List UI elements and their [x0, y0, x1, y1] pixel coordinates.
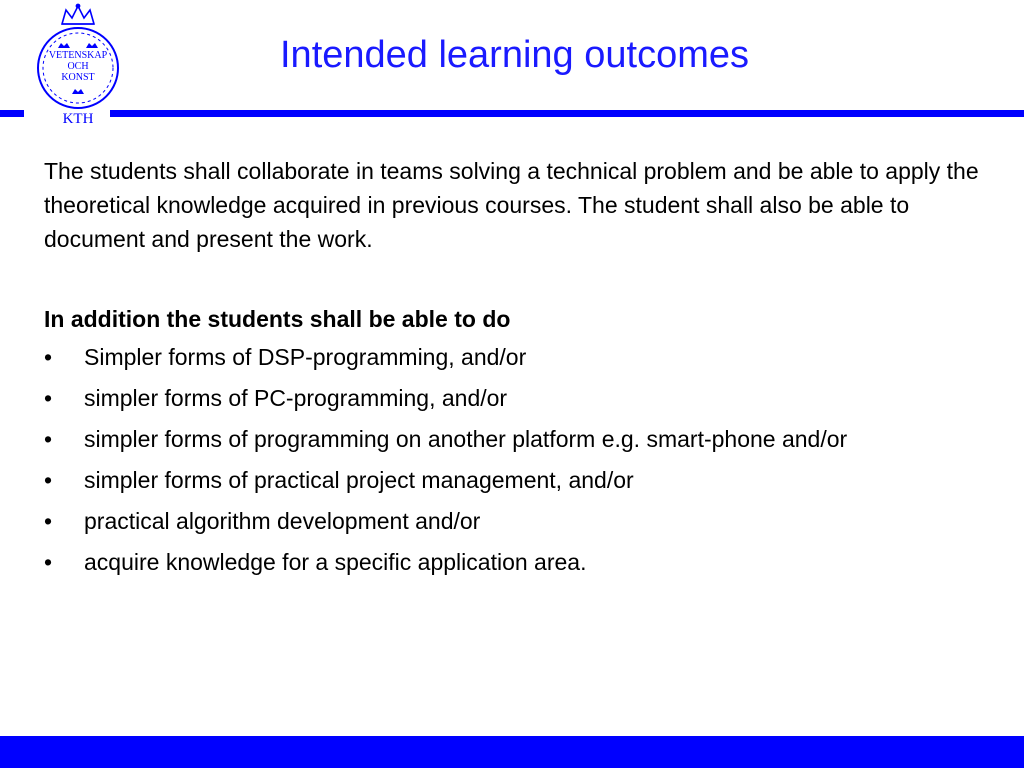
kth-logo	[22, 2, 134, 126]
intro-paragraph: The students shall collaborate in teams solving a technical problem and be able to apply the theoretical knowledge acquired in previous courses. The student shall also be able to document and present the work.	[44, 158, 979, 252]
list-item-text: practical algorithm development and/or	[84, 508, 481, 534]
bullet-icon: •	[44, 467, 53, 493]
logo-name: KTH	[62, 111, 94, 126]
bullet-icon: •	[44, 508, 53, 534]
list-item	[44, 545, 994, 579]
logo-line-1: VETENSKAP	[48, 50, 108, 61]
footer-bar	[0, 736, 1024, 768]
list-item-text: simpler forms of programming on another platform e.g. smart-phone and/or	[84, 426, 848, 452]
list-item	[44, 340, 994, 374]
slide-title: Intended learning outcomes	[280, 34, 749, 76]
bullet-icon: •	[44, 549, 53, 575]
list-item-text: Simpler forms of DSP-programming, and/or	[84, 344, 527, 370]
list-item-text: simpler forms of practical project management, and/or	[84, 467, 634, 493]
list-item-text: acquire knowledge for a specific application area.	[84, 549, 587, 575]
subheading: In addition the students shall be able to do	[44, 306, 511, 332]
list-item	[44, 422, 994, 456]
bullet-icon: •	[44, 385, 53, 411]
bullet-icon: •	[44, 426, 53, 452]
title-rule-right	[110, 110, 1024, 117]
list-item	[44, 504, 994, 538]
list-item-text: simpler forms of PC-programming, and/or	[84, 385, 508, 411]
bullet-icon: •	[44, 344, 53, 370]
list-item	[44, 381, 994, 415]
logo-line-2: OCH	[67, 61, 89, 72]
list-item	[44, 463, 994, 497]
logo-line-3: KONST	[61, 72, 95, 83]
slide-body	[44, 154, 994, 586]
outcomes-list	[44, 340, 994, 579]
title-rule-left	[0, 110, 24, 117]
crown-icon	[62, 4, 94, 24]
